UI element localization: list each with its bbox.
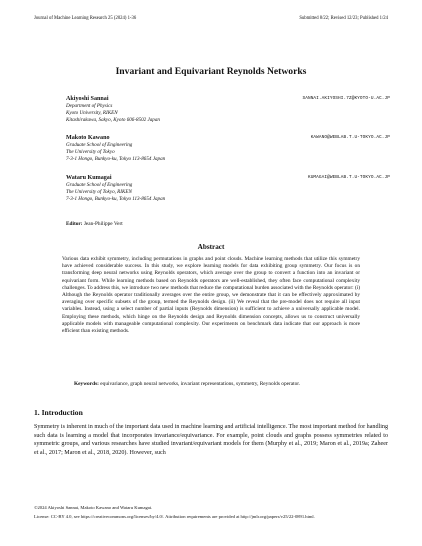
- author-affiliation-line: The University of Tokyo: [66, 148, 115, 155]
- editor-name: Jean-Philippe Vert: [83, 221, 123, 227]
- author-name: Akiyoshi Sannai: [66, 96, 109, 102]
- editor-line: [66, 221, 123, 228]
- copyright-notice: ©2024 Akiyoshi Sannai, Makoto Kawano and Wataru Kumagai.: [34, 505, 153, 510]
- author-affiliation-line: Kyoto University, RIKEN: [66, 109, 118, 116]
- author-affiliation-line: 7-3-1 Hongo, Bunkyo-ku, Tokyo 113-8654 Japan: [66, 155, 166, 162]
- introduction-text: Symmetry is inherent in much of the important data used in machine learning and artificial intelligence. The most important method for handling such data is learning a model that incorporates invariance/equivariance. For example, point clouds and graphs possess symmetries related to symmetric groups, and various researches have studied invariant/equivariant models for them (Murphy et al., 2019; Maron et al., 2019a; Zaheer et al., 2017; Maron et al., 2018, 2020). However, such: [34, 424, 388, 456]
- author-email[interactable]: KAWANO@WEBLAB.T.U-TOKYO.AC.JP: [310, 135, 390, 140]
- author-block-3: [66, 175, 390, 203]
- keywords-label: Keywords:: [74, 381, 99, 387]
- author-name: Makoto Kawano: [66, 135, 110, 141]
- abstract-heading: Abstract: [197, 243, 225, 251]
- license-notice: License: CC-BY 4.0, see https://creativecommons.org/licenses/by/4.0/. Attribution requirements are provided at http://jmlr.org/papers/v25/22-0891.html.: [34, 514, 315, 519]
- author-affiliation-line: Kitashirakawa, Sakyo, Kyoto 606-8502 Japan: [66, 116, 160, 123]
- author-name: Wataru Kumagai: [66, 175, 112, 181]
- keywords-text: equivariance, graph neural networks, invariant representations, symmetry, Reynolds operator.: [100, 381, 301, 387]
- paper-title: Invariant and Equivariant Reynolds Networks: [115, 66, 307, 77]
- author-affiliation-line: 7-3-1 Hongo, Bunkyo-ku, Tokyo 113-8654 Japan: [66, 195, 166, 202]
- author-affiliation-line: Graduate School of Engineering: [66, 142, 133, 148]
- author-block-1: [66, 96, 390, 124]
- section-heading: 1. Introduction: [34, 408, 83, 417]
- editor-label: Editor:: [66, 221, 83, 227]
- author-affiliation-line: Graduate School of Engineering: [66, 182, 133, 188]
- author-email[interactable]: SANNAI.AKIYOSHI.7Z@KYOTO-U.AC.JP: [302, 96, 390, 101]
- abstract-text: Various data exhibit symmetry, including permutations in graphs and point clouds. Machine learning methods that utilize this symmetry have achieved considerable success. In this study, we explore learning models for data exhibiting group symmetry. Our focus is on transforming deep neural networks using Reynolds operators, which average over the group to convert a function into an invariant or equivariant form. While learning methods based on Reynolds operators are well-established, they often face computational complexity challenges. To address this, we introduce two new methods that reduce the computational burden associated with the Reynolds operator: (i) Although the Reynolds operator traditionally averages over the entire group, we demonstrate that it can be effectively approximated by averaging over specific subsets of the group, termed the Reynolds design. (ii) We reveal that the pre-model does not require all input variables. Instead, using a select number of partial inputs (Reynolds dimension) is sufficient to achieve a universally applicable model. Employing these methods, which hinge on the Reynolds design and Reynolds dimension concepts, allows us to construct universally applicable models with manageable computational complexity. Our experiments on benchmark data indicate that our approach is more efficient than existing methods.: [62, 256, 360, 335]
- author-block-2: [66, 135, 390, 163]
- keywords-line: [74, 381, 360, 388]
- author-affiliation-line: Department of Physics: [66, 103, 113, 109]
- author-email[interactable]: KUMAGAI@WEBLAB.T.U-TOKYO.AC.JP: [307, 175, 390, 180]
- author-affiliation-line: The University of Tokyo, RIKEN: [66, 188, 132, 195]
- submission-dates: Submitted 8/22; Revised 12/23; Published 1/24: [299, 16, 388, 21]
- journal-header: Journal of Machine Learning Research 25 (2024) 1-36: [34, 16, 137, 21]
